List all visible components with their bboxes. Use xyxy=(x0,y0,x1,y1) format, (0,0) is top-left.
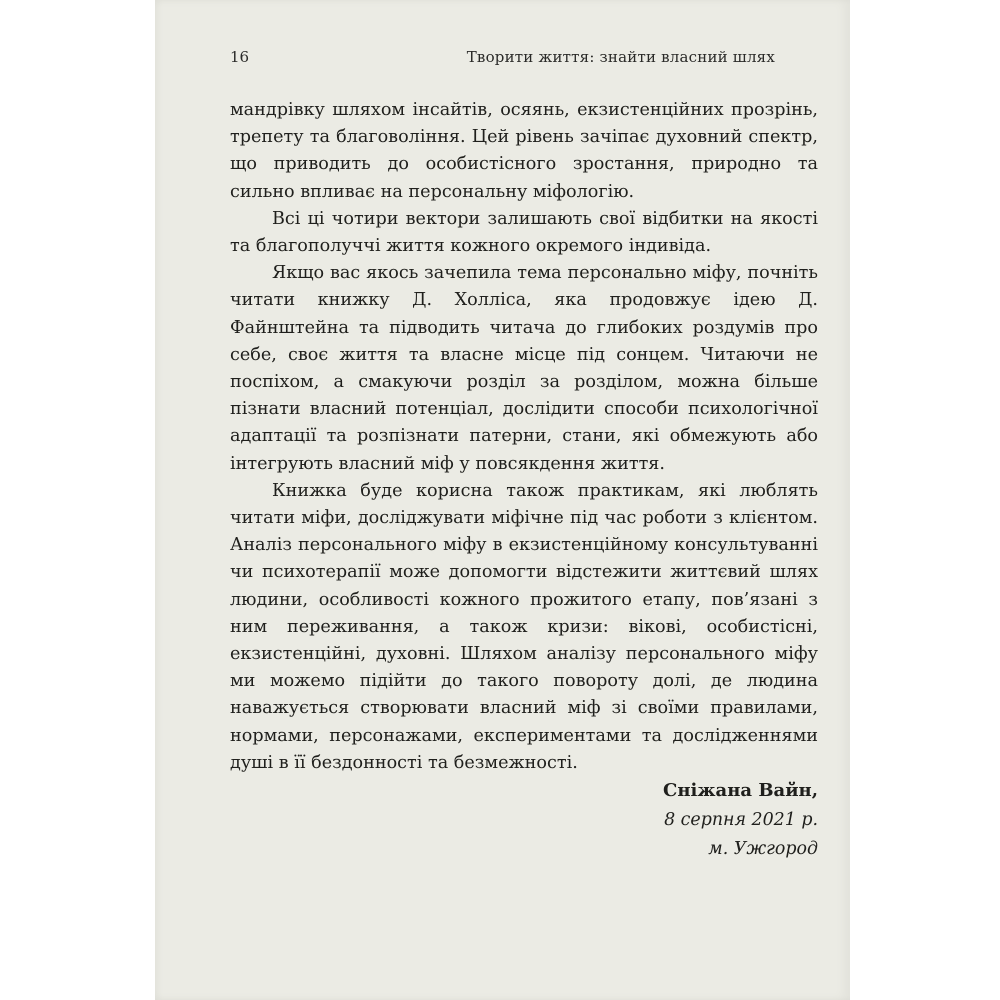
author-name: Сніжана Вайн, xyxy=(663,780,818,801)
paragraph: Книжка буде корисна також практикам, які люблять читати міфи, досліджувати міфічне під час роботи з клієнтом. Аналіз персонального міфу в екзистенційному консультуванні чи психотерапії може допомогти відстежити життєвий шлях людини, особливості кожного прожитого етапу, пов’язані з ним переживання, а також кризи: вікові, особистісні, екзистенційні, духовні. Шляхом аналізу персонального міфу ми можемо підійти до такого повороту долі, де людина наважується створювати власний міф зі своїми правилами, нормами, персонажами, експериментами та дослідженнями душі в її бездонності та безмежності. xyxy=(230,480,818,773)
paragraph: Якщо вас якось зачепила тема персонально міфу, почніть читати книжку Д. Холліса, яка продовжує ідею Д. Файнштейна та підводить читача до глибоких роздумів про себе, своє життя та власне місце під сонцем. Читаючи не поспіхом, а смакуючи розділ за розділом, можна більше пізнати власний потенціал, дослідити способи психологічної адаптації та розпізнати патерни, стани, які обмежують або інтегрують власний міф у повсякдення життя. xyxy=(230,263,818,474)
signature-place: м. Ужгород xyxy=(708,839,818,859)
book-title: Творити життя: знайти власний шлях xyxy=(466,48,775,66)
book-page xyxy=(155,0,850,1000)
paragraph: Всі ці чотири вектори залишають свої відбитки на якості та благополуччі життя кожного окремого індивіда. xyxy=(230,208,818,257)
page-number: 16 xyxy=(230,48,250,66)
signature-date: 8 серпня 2021 р. xyxy=(664,810,818,830)
signature-block xyxy=(230,776,818,864)
running-head xyxy=(230,48,775,72)
paragraph-continued: мандрівку шляхом інсайтів, осяянь, екзистенційних прозрінь, трепету та благовоління. Цей рівень зачіпає духовний спектр, що приводить до особистісного зростання, природно та сильно впливає на персональну міфологію. xyxy=(230,100,818,202)
body-text xyxy=(230,97,818,777)
